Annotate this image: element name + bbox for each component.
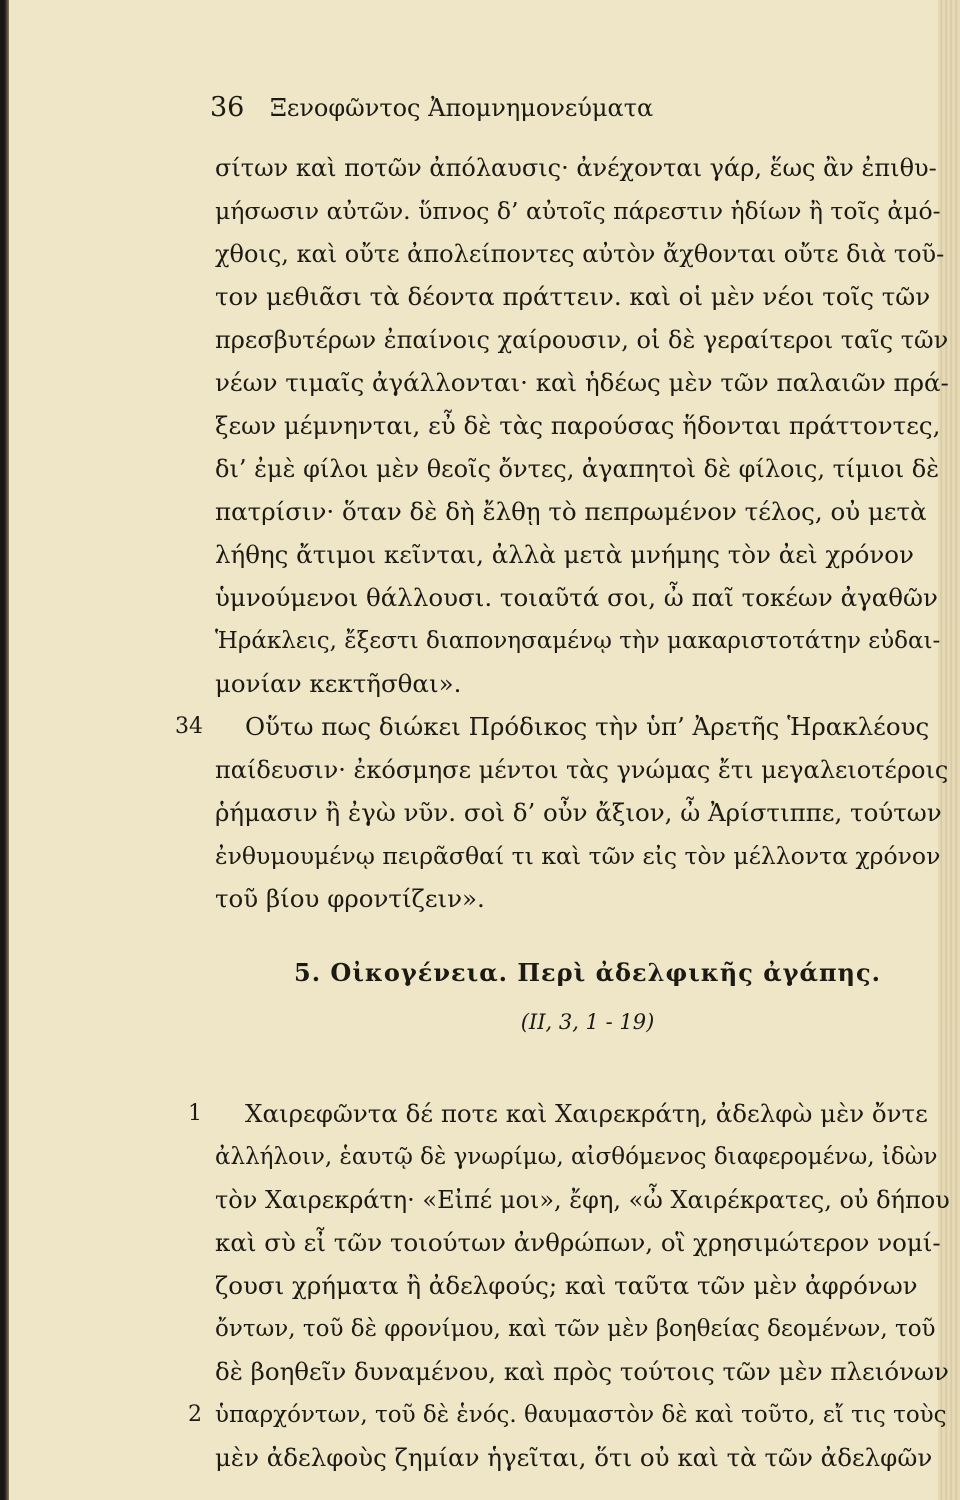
section-heading: 5. Οἰκογένεια. Περὶ ἀδελφικῆς ἀγάπης. — [294, 958, 881, 987]
text-line: σίτων καὶ ποτῶν ἀπόλαυσις· ἀνέχονται γάρ, ἕως ἂν ἐπιθυ- — [215, 154, 937, 182]
text-line: καὶ σὺ εἶ τῶν τοιούτων ἀνθρώπων, οἳ χρησιμώτερον νομί- — [215, 1228, 941, 1257]
text-line: ὑμνούμενοι θάλλουσι. τοιαῦτά σοι, ὦ παῖ τοκέων ἀγαθῶν — [215, 583, 938, 612]
page-number: 36 — [210, 92, 245, 123]
text-line: χθοις, καὶ οὔτε ἀπολείποντες αὐτὸν ἄχθονται οὔτε διὰ τοῦ- — [215, 240, 945, 268]
text-line: ὑπαρχόντων, τοῦ δὲ ἑνός. θαυμαστὸν δὲ καὶ τοῦτο, εἴ τις τοὺς — [215, 1402, 947, 1428]
text-line: ξεων μέμνηνται, εὖ δὲ τὰς παρούσας ἥδονται πράττοντες, — [215, 411, 941, 440]
text-line: Ἡράκλεις, ἔξεστι διαπονησαμένῳ τὴν μακαριστοτάτην εὐδαι- — [215, 628, 941, 654]
text-line: μήσωσιν αὐτῶν. ὕπνος δ’ αὐτοῖς πάρεστιν ἡδίων ἢ τοῖς ἀμό- — [215, 197, 941, 225]
text-line: λήθης ἄτιμοι κεῖνται, ἀλλὰ μετὰ μνήμης τὸν ἀεὶ χρόνον — [215, 540, 914, 569]
section-number-34: 34 — [175, 714, 203, 739]
text-line: ῥήμασιν ἢ ἐγὼ νῦν. σοὶ δ’ οὖν ἄξιον, ὦ Ἀρίστιππε, τούτων — [215, 798, 942, 827]
text-line: δι’ ἐμὲ φίλοι μὲν θεοῖς ὄντες, ἀγαπητοὶ δὲ φίλοις, τίμιοι δὲ — [215, 455, 940, 483]
text-line: Οὕτω πως διώκει Πρόδικος τὴν ὑπ’ Ἀρετῆς Ἡρακλέους — [245, 712, 930, 741]
text-line: ὄντων, τοῦ δὲ φρονίμου, καὶ τῶν μὲν βοηθείας δεομένων, τοῦ — [215, 1316, 936, 1342]
text-line: παίδευσιν· ἐκόσμησε μέντοι τὰς γνώμας ἔτι μεγαλειοτέροις — [215, 756, 949, 784]
text-line: πρεσβυτέρων ἐπαίνοις χαίρουσιν, οἱ δὲ γεραίτεροι ταῖς τῶν — [215, 326, 949, 354]
text-line: μὲν ἀδελφοὺς ζημίαν ἡγεῖται, ὅτι οὐ καὶ τὰ τῶν ἀδελφῶν — [215, 1443, 933, 1472]
text-line: νέων τιμαῖς ἀγάλλονται· καὶ ἡδέως μὲν τῶν παλαιῶν πρά- — [215, 368, 949, 397]
text-line: ἐνθυμουμένῳ πειρᾶσθαί τι καὶ τῶν εἰς τὸν μέλλοντα χρόνον — [215, 842, 941, 870]
text-line: τὸν Χαιρεκράτη· «Εἰπέ μοι», ἔφη, «ὦ Χαιρέκρατες, οὐ δήπου — [215, 1186, 950, 1214]
text-line: μονίαν κεκτῆσθαι». — [215, 669, 462, 698]
text-line: ἀλλήλοιν, ἑαυτῷ δὲ γνωρίμω, αἰσθόμενος διαφερομένω, ἰδὼν — [215, 1144, 938, 1170]
section-number-2: 2 — [188, 1402, 202, 1427]
text-line: πατρίσιν· ὅταν δὲ δὴ ἔλθῃ τὸ πεπρωμένον τέλος, οὐ μετὰ — [215, 497, 927, 526]
text-line: ζουσι χρήματα ἢ ἀδελφούς; καὶ ταῦτα τῶν μὲν ἀφρόνων — [215, 1271, 918, 1300]
text-line: Χαιρεφῶντα δέ ποτε καὶ Χαιρεκράτη, ἀδελφὼ μὲν ὄντε — [245, 1099, 928, 1128]
section-number-1: 1 — [188, 1101, 202, 1126]
section-reference: (II, 3, 1 - 19) — [520, 1010, 655, 1034]
running-title: Ξενοφῶντος Ἀπομνημονεύματα — [270, 94, 654, 122]
text-line: τον μεθιᾶσι τὰ δέοντα πράττειν. καὶ οἱ μὲν νέοι τοῖς τῶν — [215, 282, 931, 311]
running-head — [210, 92, 930, 128]
text-line: δὲ βοηθεῖν δυναμένου, καὶ πρὸς τούτοις τῶν μὲν πλειόνων — [215, 1357, 949, 1386]
text-line: τοῦ βίου φροντίζειν». — [215, 884, 485, 913]
